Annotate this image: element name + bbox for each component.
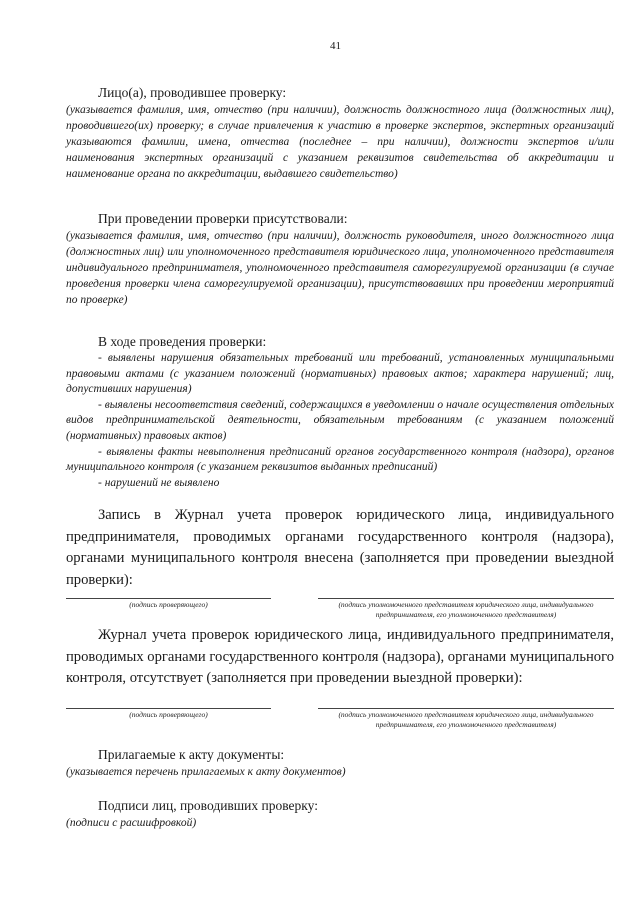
inspectors-note: (указывается фамилия, имя, отчество (при наличии), должность должностного лица (должностных лиц), проводившего(их) проверку; в случае привлечения к участию в проверке экспертов, экспертных организаций указываются фамилии, имена, отчества (последнее – при наличии), должности экспертов и/или наименования экспертных организаций с указанием реквизитов свидетельства об аккредитации и наименование органа по аккредитации, выдавшего свидетельство) xyxy=(66,104,614,180)
signers-section xyxy=(66,797,614,831)
representative-signature-line: (подпись уполномоченного представителя юридического лица, индивидуального предпринимателя, его уполномоченного представителя) xyxy=(318,598,614,620)
finding-orders-unfulfilled: - выявлены факты невыполнения предписаний органов государственного контроля (надзора), органов муниципального контроля (с указанием реквизитов выданных предписаний) xyxy=(66,445,614,474)
attachments-note: (указывается перечень прилагаемых к акту документов) xyxy=(66,766,346,778)
inspectors-section xyxy=(66,84,614,182)
present-heading: При проведении проверки присутствовали: xyxy=(98,211,348,226)
inspector-signature-line: (подпись проверяющего) xyxy=(66,708,271,720)
journal-absent-text: Журнал учета проверок юридического лица, индивидуального предпринимателя, проводимых органами государственного контроля (надзора), органами муниципального контроля, отсутствует (заполняется при проведении выездной проверки): xyxy=(66,627,614,686)
attachments-section xyxy=(66,746,614,780)
findings-section xyxy=(66,333,614,491)
journal-entry-text: Запись в Журнал учета проверок юридического лица, индивидуального предпринимателя, проводимых органами государственного контроля (надзора), органами муниципального контроля внесена (заполняется при проведении выездной проверки): xyxy=(66,507,614,588)
inspector-signature-line: (подпись проверяющего) xyxy=(66,598,271,610)
finding-violations: - выявлены нарушения обязательных требований или требований, установленных муниципальными правовыми актами (с указанием положений (нормативных) правовых актов; характера нарушений; лиц, допустивших нарушения) xyxy=(66,352,614,396)
present-section xyxy=(66,210,614,308)
findings-heading: В ходе проведения проверки: xyxy=(98,334,267,349)
inspectors-heading: Лицо(а), проводившее проверку: xyxy=(98,85,287,100)
page-number: 41 xyxy=(330,40,341,52)
signers-heading: Подписи лиц, проводивших проверку: xyxy=(98,798,318,813)
finding-none: - нарушений не выявлено xyxy=(98,476,220,489)
representative-signature-line: (подпись уполномоченного представителя юридического лица, индивидуального предпринимателя, его уполномоченного представителя) xyxy=(318,708,614,730)
journal-absent-section xyxy=(66,625,614,690)
journal-entry-section xyxy=(66,505,614,591)
signers-note: (подписи с расшифровкой) xyxy=(66,817,197,829)
present-note: (указывается фамилия, имя, отчество (при наличии), должность руководителя, иного должностного лица (должностных лиц) или уполномоченного представителя юридического лица, уполномоченного представителя индивидуального предпринимателя, уполномоченного представителя саморегулируемой организации (в случае проведения проверки члена саморегулируемой организации), присутствовавших при проведении мероприятий по проверке) xyxy=(66,230,614,306)
attachments-heading: Прилагаемые к акту документы: xyxy=(98,747,285,762)
finding-notice-mismatch: - выявлены несоответствия сведений, содержащихся в уведомлении о начале осуществления отдельных видов предпринимательской деятельности, обязательным требованиям (с указанием положений (нормативных) правовых актов) xyxy=(66,398,614,442)
